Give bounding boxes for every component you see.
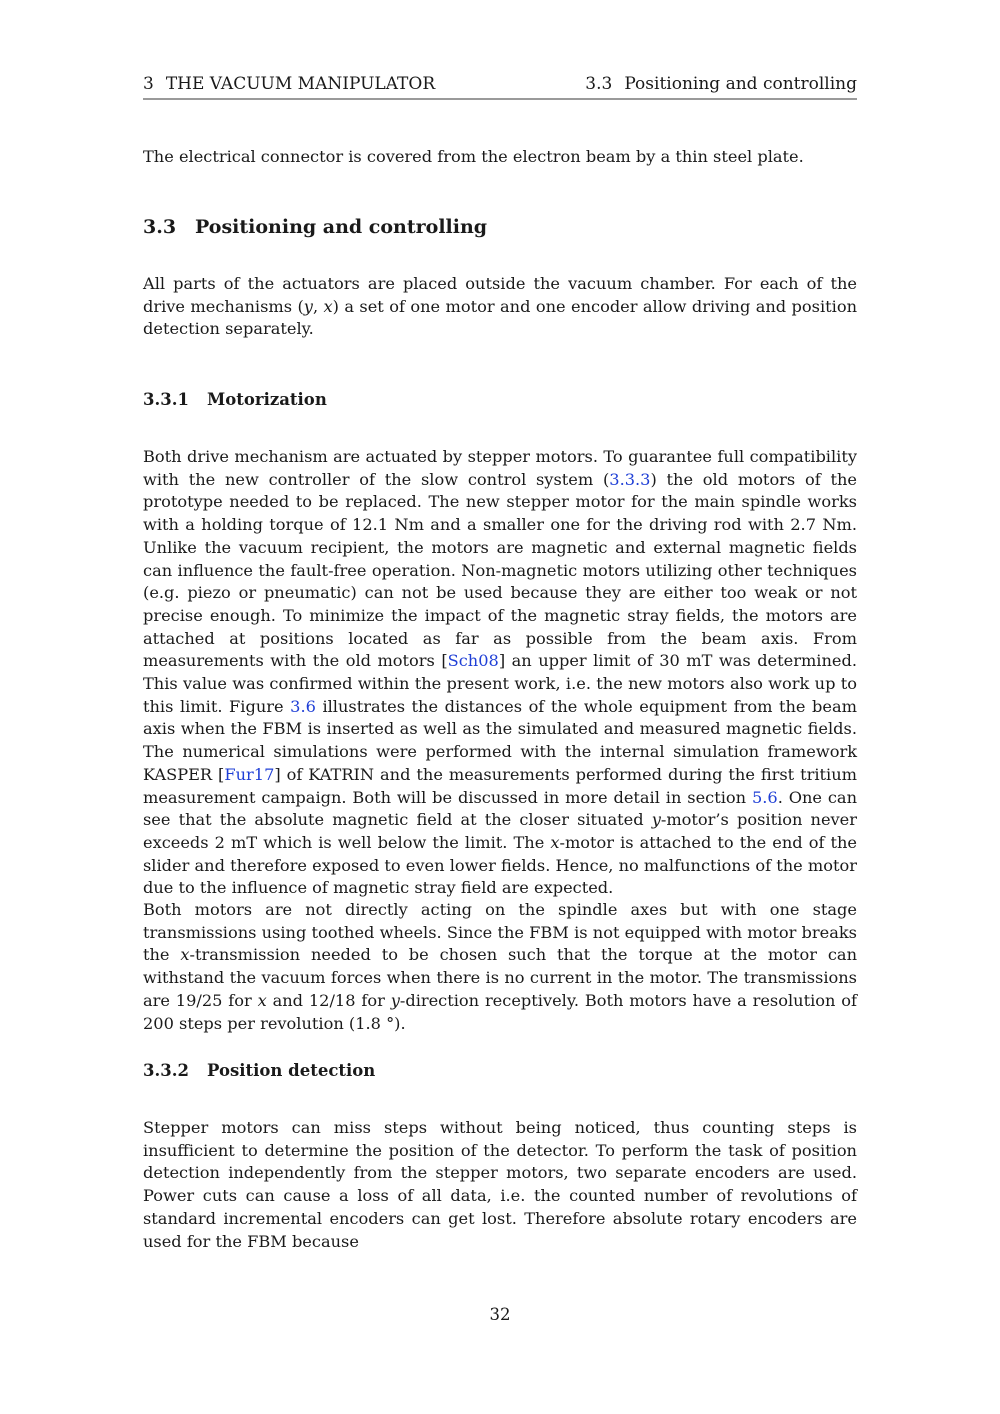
ref-link-3.3.3[interactable]: 3.3.3 — [609, 469, 651, 489]
motorization-paragraph-2: Both motors are not directly acting on the spindle axes but with one stage transmissions using toothed wheels. Since the FBM is not equipped with motor breaks the x-transmission needed to be chosen such that the torque at the motor can withstand the vacuum forces when there is no current in the motor. The transmissions are 19/25 for x and 12/18 for y-direction receptively. Both motors have a resolution of 200 steps per revolution (1.8 °). — [143, 900, 858, 1033]
section-link-5.6[interactable]: 5.6 — [751, 787, 778, 807]
position-detection-paragraph: Stepper motors can miss steps without being noticed, thus counting steps is insufficient to determine the position of the detector. To perform the task of position detection independently from the stepper motors, two separate encoders are used. Power cuts can cause a loss of all data, i.e. the counted number of revolutions of standard incremental encoders can get lost. Therefore absolute rotary encoders are used for the FBM because — [143, 1118, 857, 1251]
citation-link-fur17[interactable]: Fur17 — [224, 764, 275, 784]
subsection-heading-position-detection: 3.3.2 Position detection — [143, 1061, 376, 1080]
subsection-heading-motorization: 3.3.1 Motorization — [143, 390, 327, 409]
section-heading: 3.3 Positioning and controlling — [143, 216, 488, 238]
header-section: 3.3 Positioning and controlling — [585, 74, 857, 94]
page-number: 32 — [489, 1305, 511, 1324]
section-paragraph: All parts of the actuators are placed outside the vacuum chamber. For each of the drive mechanisms (y, x) a set of one motor and one encoder allow driving and position detection separately. — [143, 274, 858, 339]
motorization-paragraph-1: Both drive mechanism are actuated by stepper motors. To guarantee full compatibility with the new controller of the slow control system (3.3.3) the old motors of the prototype needed to be replaced. The new stepper motor for the main spindle works with a holding torque of 12.1 Nm and a smaller one for the driving rod with 2.7 Nm. Unlike the vacuum recipient, the motors are magnetic and external magnetic fields can influence the fault-free operation. Non-magnetic motors utilizing other techniques (e.g. piezo or pneumatic) can not be used because they are either too weak or not precise enough. To minimize the impact of the magnetic stray fields, the motors are attached at positions located as far as possible from the beam axis. From measurements with the old motors [Sch08] an upper limit of 30 mT was determined. This value was confirmed within the present work, i.e. the new motors also work up to this limit. Figure 3.6 illustrates the distances of the whole equipment from the beam axis when the FBM is inserted as well as the simulated and measured magnetic fields. The numerical simulations were performed with the internal simulation framework KASPER [Fur17] of KATRIN and the measurements performed during the first tritium measurement campaign. Both will be discussed in more detail in section 5.6. One can see that the absolute magnetic field at the closer situated y-motor’s position never exceeds 2 mT which is well below the limit. The x-motor is attached to the end of the slider and therefore exposed to even lower fields. Hence, no malfunctions of the motor due to the influence of magnetic stray field are expected. — [143, 447, 858, 898]
figure-link-3.6[interactable]: 3.6 — [290, 696, 316, 716]
running-header — [143, 72, 857, 100]
header-chapter: 3 THE VACUUM MANIPULATOR — [143, 74, 436, 94]
intro-paragraph: The electrical connector is covered from the electron beam by a thin steel plate. — [143, 147, 804, 166]
citation-link-sch08[interactable]: Sch08 — [447, 651, 499, 671]
